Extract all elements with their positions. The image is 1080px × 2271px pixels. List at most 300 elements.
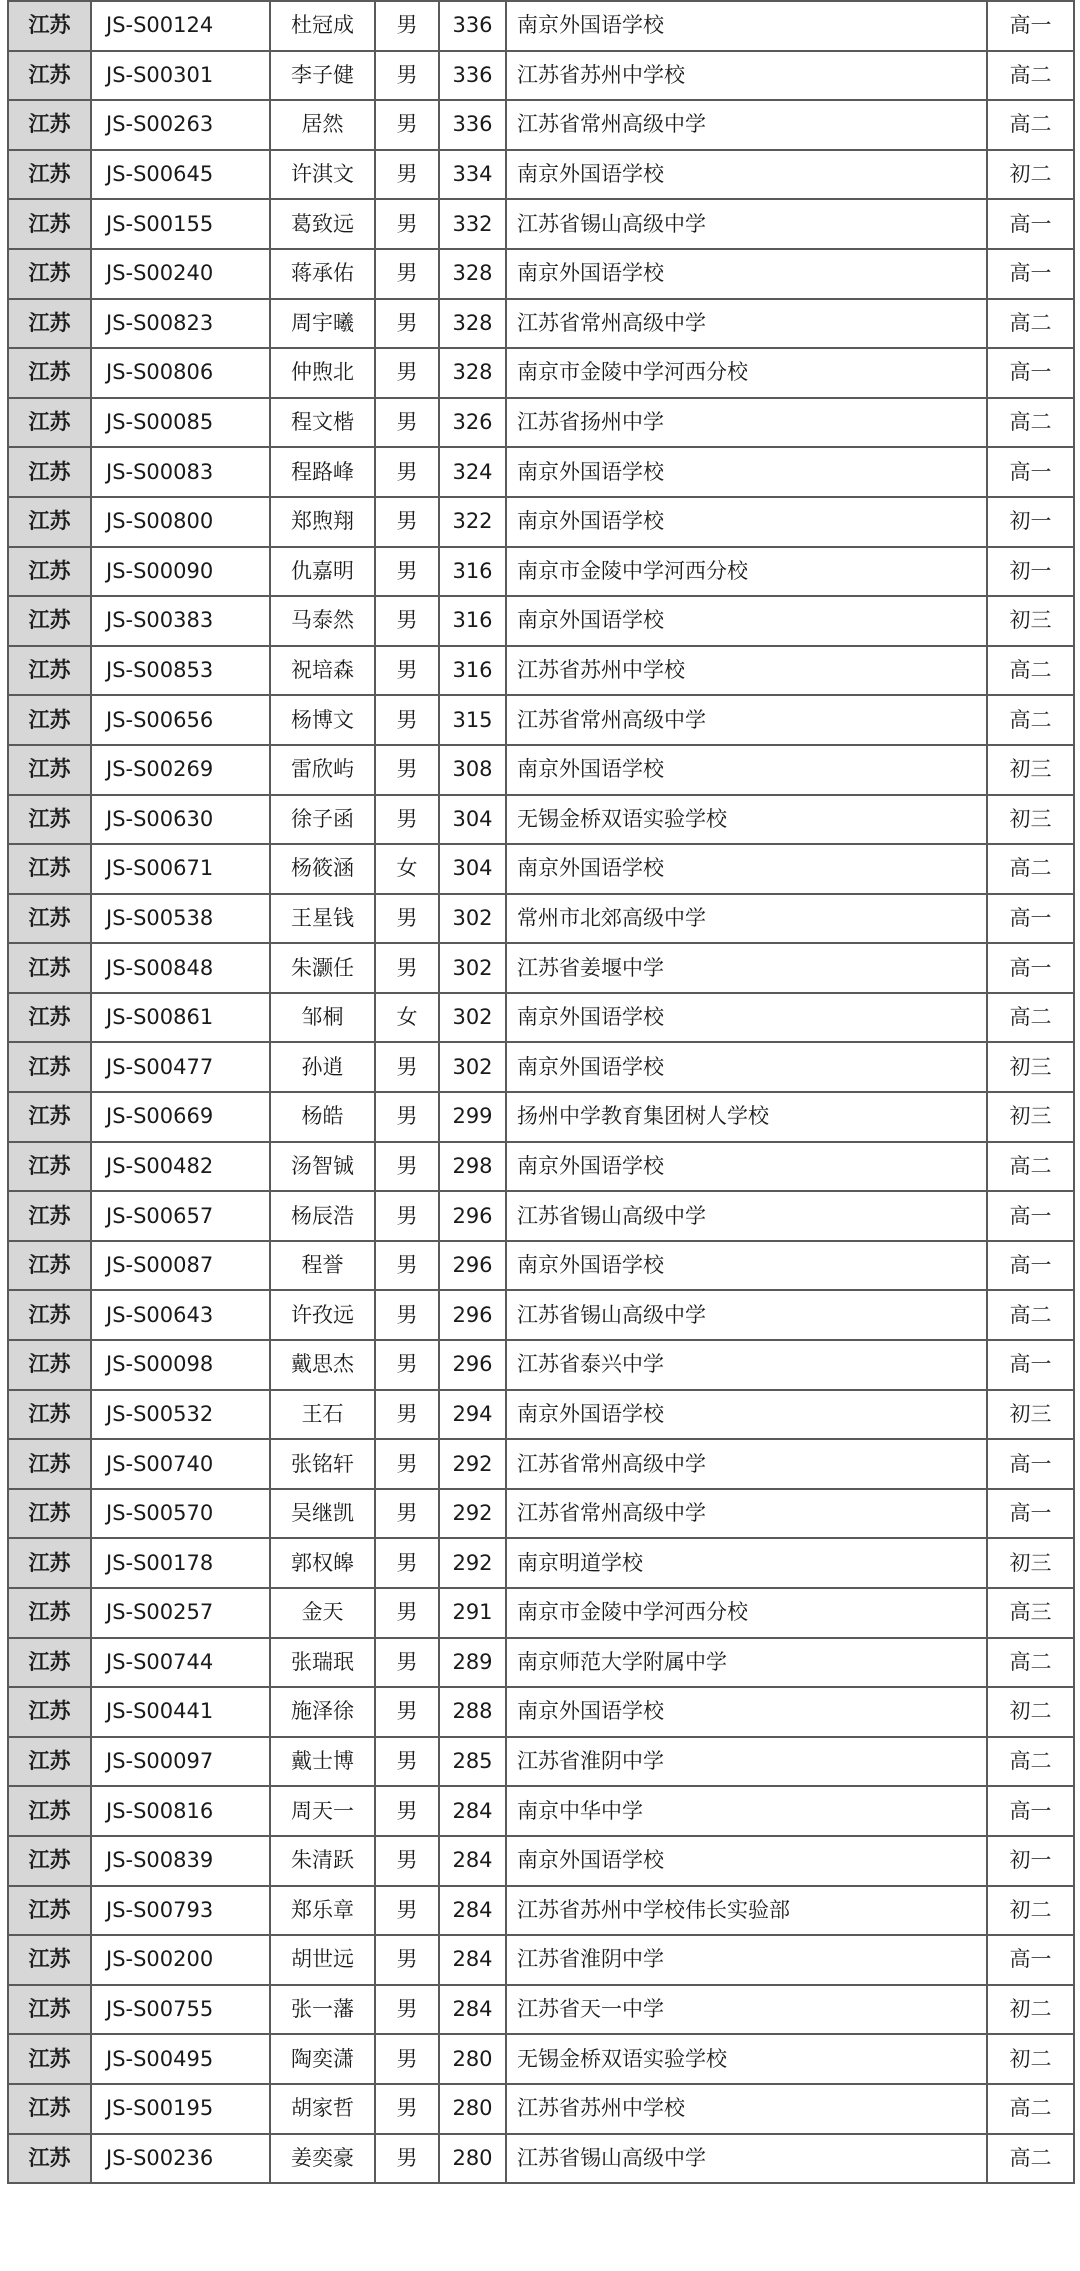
score-cell: 336 <box>439 100 506 150</box>
gender-cell: 男 <box>375 1786 439 1836</box>
score-cell: 288 <box>439 1687 506 1737</box>
table-row <box>8 249 1074 299</box>
id-cell: JS-S00630 <box>91 795 270 845</box>
name-cell: 姜奕豪 <box>270 2134 375 2184</box>
school-cell: 南京外国语学校 <box>506 497 987 547</box>
grade-cell: 初二 <box>987 150 1074 200</box>
id-cell: JS-S00861 <box>91 993 270 1043</box>
score-cell: 302 <box>439 993 506 1043</box>
name-cell: 雷欣屿 <box>270 745 375 795</box>
school-cell: 南京外国语学校 <box>506 447 987 497</box>
grade-cell: 高一 <box>987 894 1074 944</box>
name-cell: 王石 <box>270 1390 375 1440</box>
grade-cell: 初三 <box>987 745 1074 795</box>
score-cell: 328 <box>439 348 506 398</box>
id-cell: JS-S00097 <box>91 1737 270 1787</box>
school-cell: 南京市金陵中学河西分校 <box>506 1588 987 1638</box>
province-cell: 江苏 <box>8 1042 91 1092</box>
grade-cell: 初三 <box>987 1042 1074 1092</box>
results-table-body <box>8 1 1074 2183</box>
table-row <box>8 844 1074 894</box>
name-cell: 李子健 <box>270 51 375 101</box>
name-cell: 周天一 <box>270 1786 375 1836</box>
gender-cell: 男 <box>375 249 439 299</box>
id-cell: JS-S00383 <box>91 596 270 646</box>
province-cell: 江苏 <box>8 2034 91 2084</box>
id-cell: JS-S00816 <box>91 1786 270 1836</box>
province-cell: 江苏 <box>8 596 91 646</box>
name-cell: 杨博文 <box>270 695 375 745</box>
gender-cell: 男 <box>375 348 439 398</box>
school-cell: 江苏省苏州中学校 <box>506 2084 987 2134</box>
id-cell: JS-S00178 <box>91 1538 270 1588</box>
gender-cell: 男 <box>375 150 439 200</box>
gender-cell: 女 <box>375 844 439 894</box>
name-cell: 朱清跃 <box>270 1836 375 1886</box>
province-cell: 江苏 <box>8 1886 91 1936</box>
table-row <box>8 1290 1074 1340</box>
gender-cell: 男 <box>375 447 439 497</box>
id-cell: JS-S00257 <box>91 1588 270 1638</box>
gender-cell: 男 <box>375 1588 439 1638</box>
province-cell: 江苏 <box>8 348 91 398</box>
name-cell: 胡世远 <box>270 1935 375 1985</box>
score-cell: 308 <box>439 745 506 795</box>
table-row <box>8 894 1074 944</box>
id-cell: JS-S00195 <box>91 2084 270 2134</box>
gender-cell: 男 <box>375 1985 439 2035</box>
province-cell: 江苏 <box>8 1241 91 1291</box>
table-row <box>8 547 1074 597</box>
grade-cell: 高一 <box>987 1340 1074 1390</box>
gender-cell: 男 <box>375 2134 439 2184</box>
province-cell: 江苏 <box>8 2134 91 2184</box>
name-cell: 程誉 <box>270 1241 375 1291</box>
table-row <box>8 943 1074 993</box>
score-cell: 304 <box>439 795 506 845</box>
gender-cell: 男 <box>375 596 439 646</box>
id-cell: JS-S00083 <box>91 447 270 497</box>
score-cell: 322 <box>439 497 506 547</box>
name-cell: 杜冠成 <box>270 1 375 51</box>
grade-cell: 初三 <box>987 1092 1074 1142</box>
school-cell: 江苏省锡山高级中学 <box>506 199 987 249</box>
grade-cell: 高一 <box>987 1191 1074 1241</box>
id-cell: JS-S00656 <box>91 695 270 745</box>
score-cell: 298 <box>439 1142 506 1192</box>
name-cell: 仇嘉明 <box>270 547 375 597</box>
school-cell: 江苏省常州高级中学 <box>506 299 987 349</box>
grade-cell: 高二 <box>987 1290 1074 1340</box>
table-row <box>8 2084 1074 2134</box>
gender-cell: 男 <box>375 1737 439 1787</box>
table-row <box>8 348 1074 398</box>
grade-cell: 高一 <box>987 1935 1074 1985</box>
province-cell: 江苏 <box>8 1687 91 1737</box>
grade-cell: 高一 <box>987 199 1074 249</box>
score-cell: 292 <box>439 1439 506 1489</box>
id-cell: JS-S00848 <box>91 943 270 993</box>
grade-cell: 高一 <box>987 1 1074 51</box>
province-cell: 江苏 <box>8 1142 91 1192</box>
gender-cell: 男 <box>375 1390 439 1440</box>
gender-cell: 男 <box>375 795 439 845</box>
gender-cell: 男 <box>375 695 439 745</box>
province-cell: 江苏 <box>8 398 91 448</box>
id-cell: JS-S00793 <box>91 1886 270 1936</box>
score-cell: 336 <box>439 51 506 101</box>
table-row <box>8 596 1074 646</box>
name-cell: 王星钱 <box>270 894 375 944</box>
table-row <box>8 51 1074 101</box>
name-cell: 居然 <box>270 100 375 150</box>
gender-cell: 男 <box>375 100 439 150</box>
school-cell: 江苏省姜堰中学 <box>506 943 987 993</box>
grade-cell: 高一 <box>987 249 1074 299</box>
grade-cell: 高二 <box>987 2134 1074 2184</box>
score-cell: 296 <box>439 1340 506 1390</box>
id-cell: JS-S00263 <box>91 100 270 150</box>
name-cell: 汤智铖 <box>270 1142 375 1192</box>
gender-cell: 男 <box>375 299 439 349</box>
id-cell: JS-S00269 <box>91 745 270 795</box>
name-cell: 张铭轩 <box>270 1439 375 1489</box>
grade-cell: 高二 <box>987 398 1074 448</box>
school-cell: 江苏省苏州中学校 <box>506 51 987 101</box>
province-cell: 江苏 <box>8 943 91 993</box>
school-cell: 江苏省淮阴中学 <box>506 1935 987 1985</box>
school-cell: 常州市北郊高级中学 <box>506 894 987 944</box>
score-cell: 296 <box>439 1241 506 1291</box>
province-cell: 江苏 <box>8 1390 91 1440</box>
grade-cell: 高二 <box>987 100 1074 150</box>
province-cell: 江苏 <box>8 1 91 51</box>
name-cell: 戴思杰 <box>270 1340 375 1390</box>
table-row <box>8 1042 1074 1092</box>
province-cell: 江苏 <box>8 1340 91 1390</box>
table-row <box>8 1638 1074 1688</box>
grade-cell: 高二 <box>987 844 1074 894</box>
province-cell: 江苏 <box>8 1836 91 1886</box>
name-cell: 周宇曦 <box>270 299 375 349</box>
id-cell: JS-S00800 <box>91 497 270 547</box>
province-cell: 江苏 <box>8 1638 91 1688</box>
score-cell: 316 <box>439 646 506 696</box>
score-cell: 296 <box>439 1290 506 1340</box>
gender-cell: 男 <box>375 894 439 944</box>
score-cell: 284 <box>439 1786 506 1836</box>
grade-cell: 高二 <box>987 299 1074 349</box>
grade-cell: 初二 <box>987 2034 1074 2084</box>
school-cell: 南京明道学校 <box>506 1538 987 1588</box>
id-cell: JS-S00085 <box>91 398 270 448</box>
gender-cell: 男 <box>375 1886 439 1936</box>
id-cell: JS-S00087 <box>91 1241 270 1291</box>
grade-cell: 高一 <box>987 348 1074 398</box>
province-cell: 江苏 <box>8 1092 91 1142</box>
table-row <box>8 100 1074 150</box>
grade-cell: 高一 <box>987 1489 1074 1539</box>
province-cell: 江苏 <box>8 2084 91 2134</box>
gender-cell: 男 <box>375 398 439 448</box>
school-cell: 江苏省苏州中学校 <box>506 646 987 696</box>
gender-cell: 男 <box>375 1687 439 1737</box>
school-cell: 南京外国语学校 <box>506 745 987 795</box>
table-row <box>8 1786 1074 1836</box>
school-cell: 南京外国语学校 <box>506 1241 987 1291</box>
gender-cell: 男 <box>375 1836 439 1886</box>
gender-cell: 女 <box>375 993 439 1043</box>
id-cell: JS-S00155 <box>91 199 270 249</box>
id-cell: JS-S00090 <box>91 547 270 597</box>
table-row <box>8 447 1074 497</box>
name-cell: 许淇文 <box>270 150 375 200</box>
school-cell: 无锡金桥双语实验学校 <box>506 795 987 845</box>
province-cell: 江苏 <box>8 100 91 150</box>
province-cell: 江苏 <box>8 51 91 101</box>
score-cell: 326 <box>439 398 506 448</box>
score-cell: 284 <box>439 1985 506 2035</box>
table-row <box>8 199 1074 249</box>
name-cell: 郭权皞 <box>270 1538 375 1588</box>
grade-cell: 初二 <box>987 1886 1074 1936</box>
id-cell: JS-S00240 <box>91 249 270 299</box>
score-cell: 302 <box>439 894 506 944</box>
gender-cell: 男 <box>375 1241 439 1291</box>
name-cell: 金天 <box>270 1588 375 1638</box>
score-cell: 284 <box>439 1886 506 1936</box>
id-cell: JS-S00098 <box>91 1340 270 1390</box>
province-cell: 江苏 <box>8 1538 91 1588</box>
id-cell: JS-S00532 <box>91 1390 270 1440</box>
score-cell: 280 <box>439 2034 506 2084</box>
id-cell: JS-S00301 <box>91 51 270 101</box>
id-cell: JS-S00657 <box>91 1191 270 1241</box>
gender-cell: 男 <box>375 646 439 696</box>
school-cell: 江苏省常州高级中学 <box>506 1439 987 1489</box>
id-cell: JS-S00538 <box>91 894 270 944</box>
table-row <box>8 745 1074 795</box>
score-cell: 316 <box>439 596 506 646</box>
grade-cell: 初一 <box>987 497 1074 547</box>
province-cell: 江苏 <box>8 150 91 200</box>
name-cell: 施泽徐 <box>270 1687 375 1737</box>
score-cell: 328 <box>439 299 506 349</box>
gender-cell: 男 <box>375 1638 439 1688</box>
grade-cell: 高二 <box>987 1638 1074 1688</box>
id-cell: JS-S00839 <box>91 1836 270 1886</box>
name-cell: 仲煦北 <box>270 348 375 398</box>
gender-cell: 男 <box>375 1092 439 1142</box>
name-cell: 朱灏任 <box>270 943 375 993</box>
province-cell: 江苏 <box>8 795 91 845</box>
school-cell: 南京市金陵中学河西分校 <box>506 348 987 398</box>
score-cell: 336 <box>439 1 506 51</box>
table-row <box>8 993 1074 1043</box>
id-cell: JS-S00669 <box>91 1092 270 1142</box>
grade-cell: 高一 <box>987 943 1074 993</box>
name-cell: 陶奕潇 <box>270 2034 375 2084</box>
school-cell: 江苏省泰兴中学 <box>506 1340 987 1390</box>
school-cell: 南京市金陵中学河西分校 <box>506 547 987 597</box>
grade-cell: 高一 <box>987 1439 1074 1489</box>
school-cell: 江苏省锡山高级中学 <box>506 1191 987 1241</box>
id-cell: JS-S00482 <box>91 1142 270 1192</box>
score-cell: 328 <box>439 249 506 299</box>
grade-cell: 初二 <box>987 1985 1074 2035</box>
grade-cell: 初一 <box>987 1836 1074 1886</box>
table-row <box>8 2134 1074 2184</box>
province-cell: 江苏 <box>8 1439 91 1489</box>
score-cell: 285 <box>439 1737 506 1787</box>
school-cell: 南京外国语学校 <box>506 993 987 1043</box>
name-cell: 蒋承佑 <box>270 249 375 299</box>
id-cell: JS-S00823 <box>91 299 270 349</box>
id-cell: JS-S00200 <box>91 1935 270 1985</box>
gender-cell: 男 <box>375 1935 439 1985</box>
table-row <box>8 1985 1074 2035</box>
school-cell: 江苏省淮阴中学 <box>506 1737 987 1787</box>
table-row <box>8 646 1074 696</box>
score-cell: 284 <box>439 1935 506 1985</box>
name-cell: 孙逍 <box>270 1042 375 1092</box>
score-cell: 334 <box>439 150 506 200</box>
school-cell: 江苏省扬州中学 <box>506 398 987 448</box>
name-cell: 许孜远 <box>270 1290 375 1340</box>
school-cell: 南京外国语学校 <box>506 1142 987 1192</box>
name-cell: 杨皓 <box>270 1092 375 1142</box>
score-cell: 292 <box>439 1489 506 1539</box>
name-cell: 张瑞珉 <box>270 1638 375 1688</box>
table-row <box>8 1538 1074 1588</box>
province-cell: 江苏 <box>8 1935 91 1985</box>
id-cell: JS-S00124 <box>91 1 270 51</box>
table-row <box>8 1588 1074 1638</box>
table-row <box>8 497 1074 547</box>
id-cell: JS-S00441 <box>91 1687 270 1737</box>
id-cell: JS-S00477 <box>91 1042 270 1092</box>
id-cell: JS-S00744 <box>91 1638 270 1688</box>
id-cell: JS-S00740 <box>91 1439 270 1489</box>
name-cell: 吴继凯 <box>270 1489 375 1539</box>
province-cell: 江苏 <box>8 1786 91 1836</box>
grade-cell: 初三 <box>987 795 1074 845</box>
table-row <box>8 1687 1074 1737</box>
table-row <box>8 1935 1074 1985</box>
table-row <box>8 1489 1074 1539</box>
province-cell: 江苏 <box>8 745 91 795</box>
score-cell: 302 <box>439 943 506 993</box>
table-row <box>8 1241 1074 1291</box>
gender-cell: 男 <box>375 943 439 993</box>
grade-cell: 高三 <box>987 1588 1074 1638</box>
province-cell: 江苏 <box>8 1588 91 1638</box>
school-cell: 南京外国语学校 <box>506 249 987 299</box>
gender-cell: 男 <box>375 199 439 249</box>
gender-cell: 男 <box>375 1439 439 1489</box>
name-cell: 葛致远 <box>270 199 375 249</box>
score-cell: 299 <box>439 1092 506 1142</box>
gender-cell: 男 <box>375 1489 439 1539</box>
score-cell: 284 <box>439 1836 506 1886</box>
school-cell: 南京外国语学校 <box>506 1042 987 1092</box>
province-cell: 江苏 <box>8 1191 91 1241</box>
name-cell: 郑煦翔 <box>270 497 375 547</box>
gender-cell: 男 <box>375 1340 439 1390</box>
name-cell: 杨辰浩 <box>270 1191 375 1241</box>
province-cell: 江苏 <box>8 497 91 547</box>
id-cell: JS-S00643 <box>91 1290 270 1340</box>
school-cell: 无锡金桥双语实验学校 <box>506 2034 987 2084</box>
id-cell: JS-S00806 <box>91 348 270 398</box>
province-cell: 江苏 <box>8 894 91 944</box>
id-cell: JS-S00645 <box>91 150 270 200</box>
grade-cell: 高二 <box>987 1142 1074 1192</box>
province-cell: 江苏 <box>8 1737 91 1787</box>
grade-cell: 高二 <box>987 2084 1074 2134</box>
score-cell: 292 <box>439 1538 506 1588</box>
school-cell: 南京外国语学校 <box>506 150 987 200</box>
province-cell: 江苏 <box>8 844 91 894</box>
name-cell: 徐子函 <box>270 795 375 845</box>
name-cell: 马泰然 <box>270 596 375 646</box>
school-cell: 南京外国语学校 <box>506 1687 987 1737</box>
score-cell: 280 <box>439 2084 506 2134</box>
table-row <box>8 1886 1074 1936</box>
table-row <box>8 299 1074 349</box>
school-cell: 江苏省常州高级中学 <box>506 1489 987 1539</box>
table-row <box>8 1340 1074 1390</box>
name-cell: 程文楷 <box>270 398 375 448</box>
grade-cell: 初三 <box>987 596 1074 646</box>
table-row <box>8 1836 1074 1886</box>
province-cell: 江苏 <box>8 199 91 249</box>
school-cell: 南京师范大学附属中学 <box>506 1638 987 1688</box>
name-cell: 祝培森 <box>270 646 375 696</box>
id-cell: JS-S00755 <box>91 1985 270 2035</box>
score-cell: 324 <box>439 447 506 497</box>
school-cell: 南京中华中学 <box>506 1786 987 1836</box>
score-cell: 291 <box>439 1588 506 1638</box>
gender-cell: 男 <box>375 1538 439 1588</box>
name-cell: 戴士博 <box>270 1737 375 1787</box>
province-cell: 江苏 <box>8 1489 91 1539</box>
grade-cell: 初三 <box>987 1390 1074 1440</box>
school-cell: 江苏省锡山高级中学 <box>506 2134 987 2184</box>
gender-cell: 男 <box>375 1142 439 1192</box>
province-cell: 江苏 <box>8 249 91 299</box>
grade-cell: 高一 <box>987 1786 1074 1836</box>
score-cell: 289 <box>439 1638 506 1688</box>
table-row <box>8 1092 1074 1142</box>
gender-cell: 男 <box>375 1042 439 1092</box>
gender-cell: 男 <box>375 2084 439 2134</box>
gender-cell: 男 <box>375 1191 439 1241</box>
gender-cell: 男 <box>375 497 439 547</box>
score-cell: 294 <box>439 1390 506 1440</box>
score-cell: 316 <box>439 547 506 597</box>
grade-cell: 高二 <box>987 51 1074 101</box>
gender-cell: 男 <box>375 745 439 795</box>
id-cell: JS-S00671 <box>91 844 270 894</box>
school-cell: 南京外国语学校 <box>506 844 987 894</box>
grade-cell: 初三 <box>987 1538 1074 1588</box>
province-cell: 江苏 <box>8 993 91 1043</box>
id-cell: JS-S00853 <box>91 646 270 696</box>
table-row <box>8 695 1074 745</box>
school-cell: 扬州中学教育集团树人学校 <box>506 1092 987 1142</box>
table-row <box>8 2034 1074 2084</box>
